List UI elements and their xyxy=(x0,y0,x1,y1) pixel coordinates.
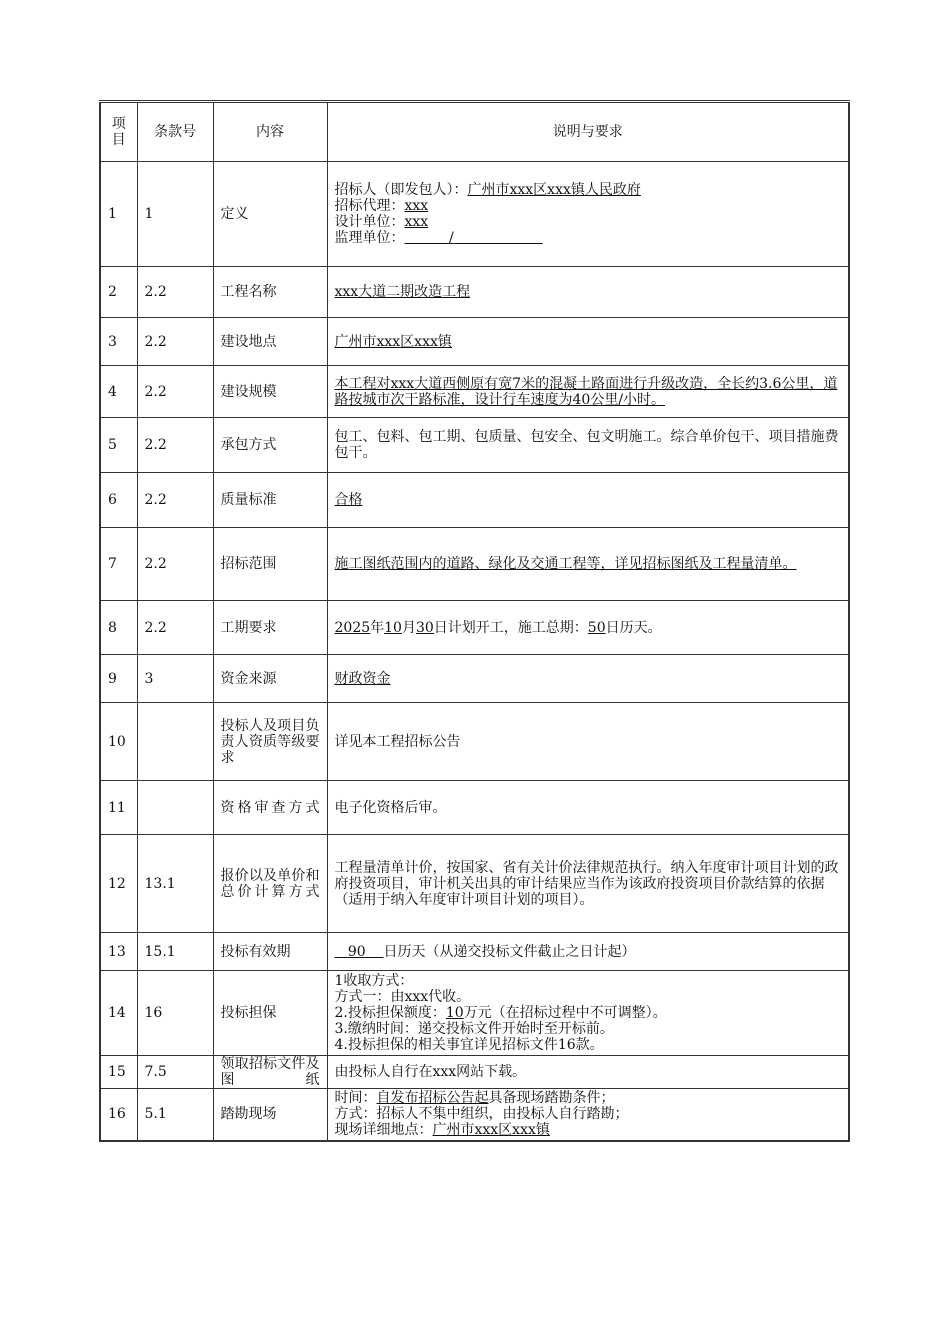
definition-agent: 招标代理：xxx xyxy=(334,198,429,214)
row-item: 质量标准 xyxy=(213,473,327,528)
row-no: 15 xyxy=(100,1056,137,1089)
table-row xyxy=(100,1056,849,1089)
row-description: 由投标人自行在xxx网站下载。 xyxy=(327,1056,849,1089)
table-row xyxy=(100,418,849,473)
row-no: 4 xyxy=(100,366,137,418)
row-no: 12 xyxy=(100,835,137,933)
contract-method: 包工、包料、包工期、包质量、包安全、包文明施工。综合单价包干、项目措施费包干。 xyxy=(334,429,839,461)
row-description xyxy=(327,528,849,601)
row-no: 10 xyxy=(100,703,137,781)
row-no: 11 xyxy=(100,781,137,835)
row-clause: 2.2 xyxy=(137,528,213,601)
project-name: xxx大道二期改造工程 xyxy=(334,284,471,300)
row-clause: 2.2 xyxy=(137,267,213,318)
row-clause: 7.5 xyxy=(137,1056,213,1089)
row-description: 详见本工程招标公告 xyxy=(327,703,849,781)
row-clause xyxy=(137,781,213,835)
row-description xyxy=(327,162,849,267)
row-description xyxy=(327,267,849,318)
definition-designer: 设计单位：xxx xyxy=(334,214,429,230)
definition-tenderer: 招标人（即发包人）：广州市xxx区xxx镇人民政府 xyxy=(334,182,641,198)
row-description xyxy=(327,418,849,473)
row-no: 7 xyxy=(100,528,137,601)
table-row xyxy=(100,162,849,267)
table-row xyxy=(100,1089,849,1141)
row-description xyxy=(327,318,849,366)
row-description: 90 日历天（从递交投标文件截止之日计起） xyxy=(327,933,849,971)
row-description: 电子化资格后审。 xyxy=(327,781,849,835)
tender-scope: 施工图纸范围内的道路、绿化及交通工程等，详见招标图纸及工程量清单。 xyxy=(334,556,797,572)
fund-source: 财政资金 xyxy=(334,670,391,687)
table-row xyxy=(100,366,849,418)
row-no: 5 xyxy=(100,418,137,473)
row-clause: 13.1 xyxy=(137,835,213,933)
row-item: 投标有效期 xyxy=(213,933,327,971)
row-no: 16 xyxy=(100,1089,137,1141)
row-no: 9 xyxy=(100,655,137,703)
row-no: 8 xyxy=(100,601,137,655)
row-no: 6 xyxy=(100,473,137,528)
row-clause: 3 xyxy=(137,655,213,703)
row-no: 14 xyxy=(100,971,137,1056)
row-no: 2 xyxy=(100,267,137,318)
row-clause: 2.2 xyxy=(137,473,213,528)
row-description xyxy=(327,366,849,418)
row-clause xyxy=(137,703,213,781)
table-row xyxy=(100,528,849,601)
row-item: 领取招标文件及图纸 xyxy=(213,1056,327,1089)
row-item: 定义 xyxy=(213,162,327,267)
row-clause: 15.1 xyxy=(137,933,213,971)
project-location: 广州市xxx区xxx镇 xyxy=(334,333,452,350)
row-item: 工期要求 xyxy=(213,601,327,655)
row-item: 招标范围 xyxy=(213,528,327,601)
row-description: 1收取方式： 方式一：由xxx代收。 2.投标担保额度：10万元（在招标过程中不可调整）。 3.缴纳时间：递交投标文件开始时至开标前。 4.投标担保的相关事宜详见招标文件16款。 xyxy=(327,971,849,1056)
row-description xyxy=(327,473,849,528)
definition-supervisor: 监理单位： / xyxy=(334,230,454,246)
row-no: 13 xyxy=(100,933,137,971)
row-no: 1 xyxy=(100,162,137,267)
row-item: 报价以及单价和总价计算方式 xyxy=(213,835,327,933)
table-header-row xyxy=(100,102,849,162)
header-description: 说明与要求 xyxy=(327,102,849,162)
header-content: 内容 xyxy=(213,102,327,162)
row-clause: 5.1 xyxy=(137,1089,213,1141)
table-row xyxy=(100,703,849,781)
row-item: 工程名称 xyxy=(213,267,327,318)
row-clause: 16 xyxy=(137,971,213,1056)
row-item: 建设地点 xyxy=(213,318,327,366)
row-clause: 2.2 xyxy=(137,318,213,366)
row-item: 资格审查方式 xyxy=(213,781,327,835)
row-description: 2025年10月30日计划开工，施工总期：50日历天。 xyxy=(327,601,849,655)
row-item: 建设规模 xyxy=(213,366,327,418)
row-item: 承包方式 xyxy=(213,418,327,473)
row-item: 资金来源 xyxy=(213,655,327,703)
row-clause: 2.2 xyxy=(137,366,213,418)
row-description xyxy=(327,655,849,703)
table-row xyxy=(100,473,849,528)
row-clause: 2.2 xyxy=(137,418,213,473)
header-clause-no: 条款号 xyxy=(137,102,213,162)
row-clause: 2.2 xyxy=(137,601,213,655)
table-row xyxy=(100,655,849,703)
row-item: 踏勘现场 xyxy=(213,1089,327,1141)
row-description: 工程量清单计价，按国家、省有关计价法律规范执行。纳入年度审计项目计划的政府投资项目，审计机关出具的审计结果应当作为该政府投资项目价款结算的依据（适用于纳入年度审计项目计划的项目）。 xyxy=(327,835,849,933)
row-item: 投标人及项目负责人资质等级要求 xyxy=(213,703,327,781)
table-row xyxy=(100,781,849,835)
table-row xyxy=(100,601,849,655)
row-clause: 1 xyxy=(137,162,213,267)
row-description: 时间：自发布招标公告起具备现场踏勘条件； 方式：招标人不集中组织，由投标人自行踏勘； 现场详细地点：广州市xxx区xxx镇 xyxy=(327,1089,849,1141)
table-row xyxy=(100,835,849,933)
table-row xyxy=(100,267,849,318)
table-row xyxy=(100,318,849,366)
quality-standard: 合格 xyxy=(334,492,363,508)
project-scale: 本工程对xxx大道西侧原有宽7米的混凝土路面进行升级改造，全长约3.6公里，道路按城市次干路标准，设计行车速度为40公里/小时。 xyxy=(334,375,838,408)
table-row xyxy=(100,933,849,971)
header-item-no: 项目 xyxy=(100,102,137,162)
row-item: 投标担保 xyxy=(213,971,327,1056)
table-row xyxy=(100,971,849,1056)
row-no: 3 xyxy=(100,318,137,366)
tender-data-table xyxy=(99,100,850,1142)
